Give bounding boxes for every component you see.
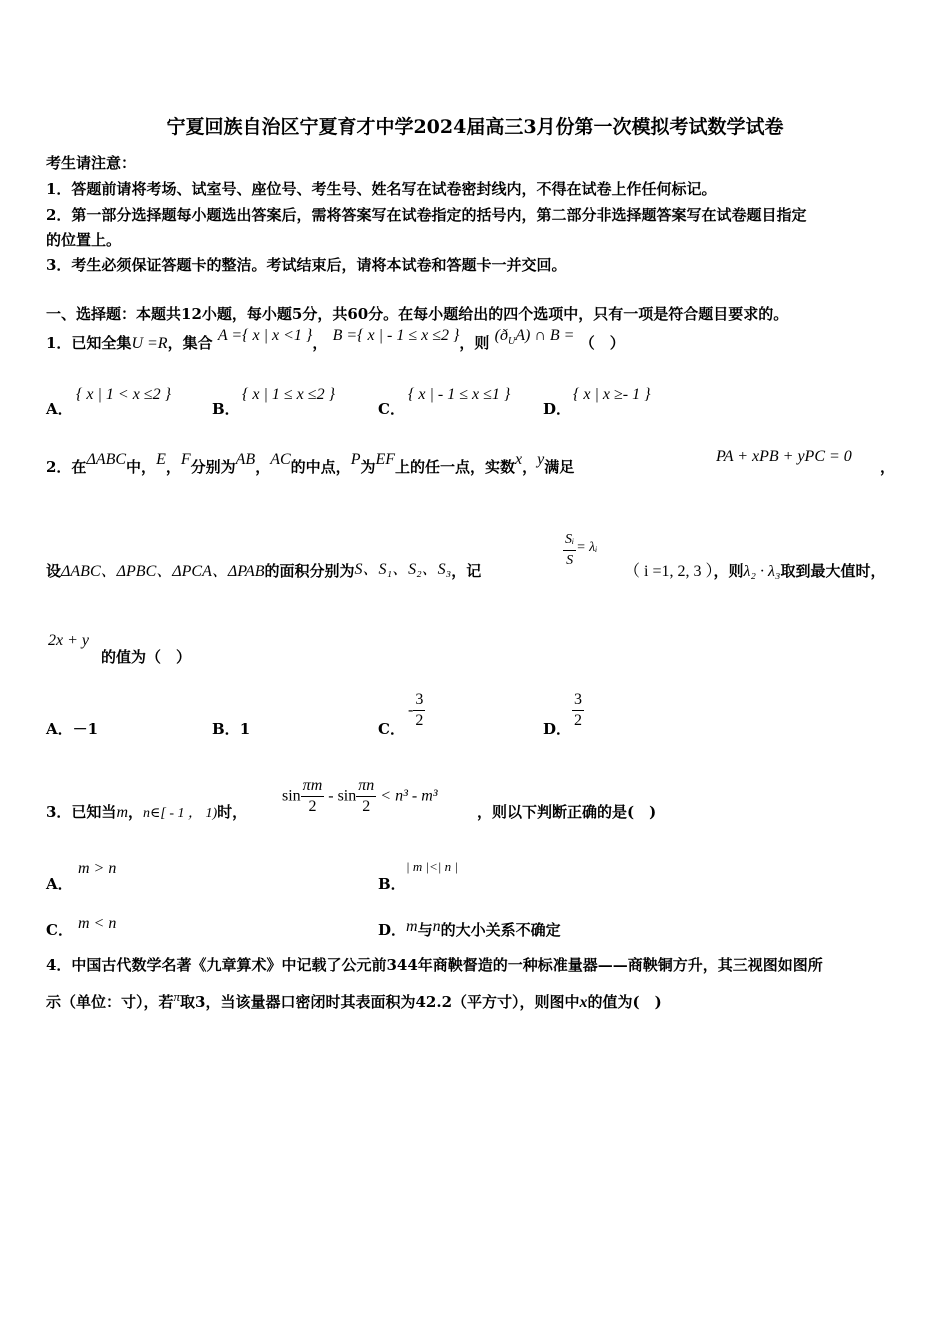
q3-var-m: m bbox=[116, 804, 128, 821]
notice-item-1: 1．答题前请将考场、试室号、座位号、考生号、姓名写在试卷密封线内，不得在试卷上作任何标记。 bbox=[46, 180, 717, 198]
q2-option-d: D． bbox=[543, 720, 572, 738]
notice-item-2-cont: 的位置上。 bbox=[46, 231, 122, 249]
q2-point-e: E bbox=[156, 451, 166, 468]
q1-comma: ， bbox=[312, 334, 328, 352]
q2-option-c-value: - $\frac{3}{2}$ bbox=[408, 691, 424, 729]
q2-point-f: F bbox=[180, 451, 191, 468]
q2-seg-ac: AC bbox=[270, 451, 291, 468]
q3-option-a: A． bbox=[46, 875, 73, 893]
q2-seg-ab: AB bbox=[235, 451, 256, 468]
q2-areas: S、S₁、S₂、S₃ bbox=[354, 561, 452, 578]
q2-comma: ， bbox=[880, 458, 896, 476]
q4-pi: π bbox=[173, 989, 181, 1004]
q2-point-p: P bbox=[350, 451, 361, 468]
question-2-line-2: 设ΔABC、ΔPBC、ΔPCA、ΔPAB的面积分别为S、S₁、S₂、S₃，记 bbox=[46, 561, 482, 580]
q1-set-word: ，集合 bbox=[167, 334, 213, 352]
q1-answer-paren: （ ） bbox=[579, 334, 625, 352]
q3-option-d: D．m与n的大小关系不确定 bbox=[378, 918, 561, 939]
q2-triangles: ΔABC、ΔPBC、ΔPCA、ΔPAB bbox=[61, 563, 265, 580]
q2-option-c: C． bbox=[378, 720, 405, 738]
q1-option-c-math: { x | - 1 ≤ x ≤1 } bbox=[408, 386, 511, 403]
q2-option-d-value: $\frac{3}{2}$ bbox=[574, 691, 582, 729]
q1-option-d: D． bbox=[543, 400, 572, 418]
q3-option-b: B． bbox=[378, 875, 406, 893]
notice-item-3: 3．考生必须保证答题卡的整洁。考试结束后，请将本试卷和答题卡一并交回。 bbox=[46, 256, 567, 274]
q3-option-a-math: m > n bbox=[78, 860, 117, 877]
notice-item-2: 2．第一部分选择题每小题选出答案后，需将答案写在试卷指定的括号内，第二部分非选择题答案写在试卷题目指定 bbox=[46, 206, 807, 224]
q1-expression: $(ð_UA)$ ∩ B = bbox=[494, 327, 575, 348]
q1-set-b: B ={ x | - 1 ≤ x ≤2 } bbox=[332, 327, 460, 344]
page-title: 宁夏回族自治区宁夏育才中学2024届高三3月份第一次模拟考试数学试卷 bbox=[166, 116, 784, 138]
q2-vector-equation: PA + xPB + yPC = 0 bbox=[716, 448, 852, 465]
question-1 bbox=[46, 327, 625, 355]
q2-triangle: ΔABC bbox=[86, 451, 127, 468]
q2-product: λ₂ · λ₃ bbox=[743, 563, 781, 580]
q2-option-b: B．1 bbox=[212, 720, 251, 738]
q3-option-c: C． bbox=[46, 921, 73, 939]
question-4-line-1: 4．中国古代数学名著《九章算术》中记载了公元前344年商鞅督造的一种标准量器——商鞅铜方升，其三视图如图所 bbox=[46, 956, 823, 974]
q2-var-y: y bbox=[537, 451, 545, 468]
q1-option-a: A． bbox=[46, 400, 73, 418]
q2-index-range: （ i =1, 2, 3 ） bbox=[624, 563, 714, 580]
q3-option-c-math: m < n bbox=[78, 915, 117, 932]
q1-set-a: A ={ x | x <1 } bbox=[217, 327, 313, 344]
q2-option-a: A．－1 bbox=[46, 720, 99, 738]
q1-option-a-math: { x | 1 < x ≤2 } bbox=[76, 386, 171, 403]
notice-heading: 考生请注意： bbox=[46, 154, 137, 172]
q1-then: ，则 bbox=[459, 334, 490, 352]
q1-option-d-math: { x | x ≥- 1 } bbox=[573, 386, 651, 403]
question-2-line-1: 2．在ΔABC中，E，F分别为AB，AC的中点，P为EF上的任一点，实数x，y满足 bbox=[46, 451, 575, 476]
section-heading: 一、选择题：本题共12小题，每小题5分，共60分。在每小题给出的四个选项中，只有一项是符合题目要求的。 bbox=[46, 305, 789, 323]
q2-target-expr: 2x + y bbox=[48, 632, 89, 649]
q2-value-of: 的值为（ ） bbox=[101, 648, 192, 666]
q2-var-x: x bbox=[515, 451, 523, 468]
q3-option-b-math: | m |<| n | bbox=[406, 859, 458, 874]
q3-question-text: ，则以下判断正确的是( ) bbox=[477, 803, 657, 821]
question-3-lead: 3．已知当m，n∈[ - 1 ， 1)时， bbox=[46, 803, 248, 821]
q2-ratio: $\frac{\text{Sᵢ}}{S}$ = λᵢ bbox=[565, 532, 598, 568]
q1-option-b-math: { x | 1 ≤ x ≤2 } bbox=[242, 386, 335, 403]
q2-tail: （ i =1, 2, 3 ），则λ₂ · λ₃取到最大值时， bbox=[624, 562, 886, 580]
q3-inequality: sin $\frac{\pi m}{2}$ - sin $\frac{\pi n}{2}$ < n³ - m³ bbox=[282, 777, 438, 815]
q3-range: n∈[ - 1 ， 1) bbox=[143, 806, 218, 821]
q1-universal-set: U =R bbox=[131, 335, 168, 352]
q4-var-x: x bbox=[579, 994, 588, 1011]
q2-seg-ef: EF bbox=[375, 451, 396, 468]
q1-lead: 1．已知全集 bbox=[46, 334, 132, 352]
question-4-line-2: 示（单位：寸），若π取3，当该量器口密闭时其表面积为42.2（平方寸），则图中x的值为( ) bbox=[46, 989, 662, 1011]
q1-option-b: B． bbox=[212, 400, 240, 418]
q1-option-c: C． bbox=[378, 400, 405, 418]
